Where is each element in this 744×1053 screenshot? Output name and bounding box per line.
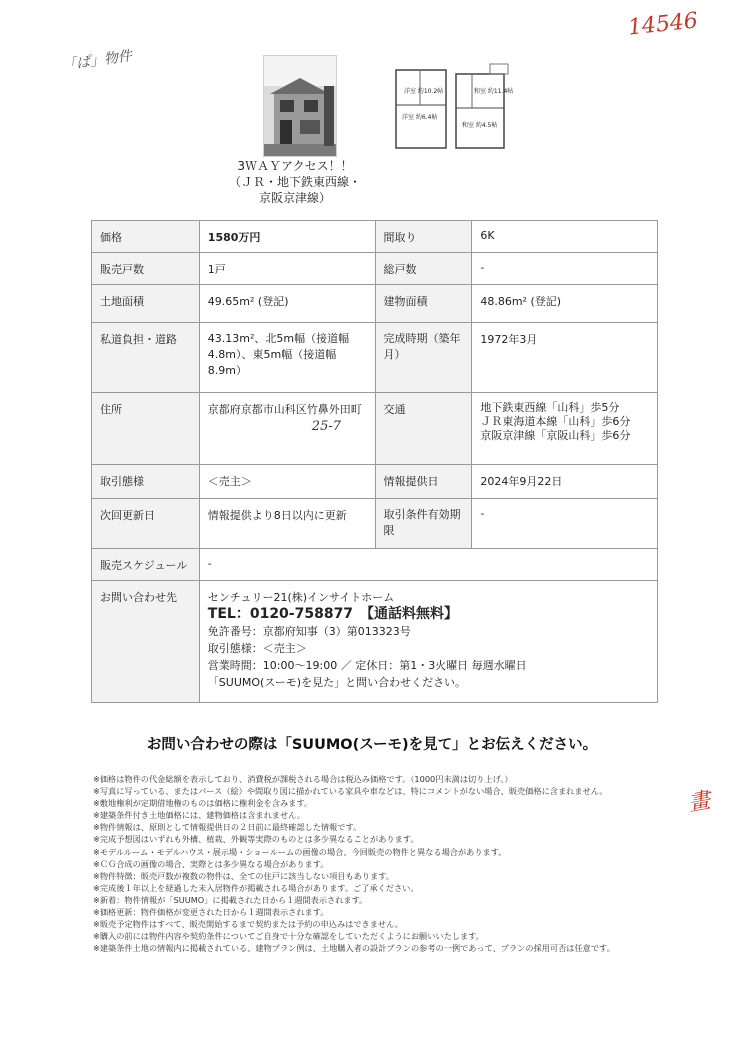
value-contact	[199, 581, 657, 703]
contact-transaction-mode: 取引態様：＜売主＞	[207, 642, 307, 655]
label-layout: 間取り	[375, 221, 472, 253]
floor-plan-icon	[390, 60, 515, 152]
note-item: ※建築条件土地の情報内に掲載されている、建物プラン例は、土地購入者の設計プランの参考の一例であって、プランの採用可否は任意です。	[93, 943, 615, 954]
label-condition-expiry: 取引条件有効期限	[375, 499, 472, 549]
value-transport	[472, 393, 658, 465]
note-item: ※新着：物件情報が「SUUMO」に掲載された日から１週間表示されます。	[93, 894, 368, 905]
label-total-units: 総戸数	[375, 253, 472, 285]
table-row	[92, 221, 658, 253]
house-photo-icon	[264, 56, 336, 156]
label-units-for-sale: 販売戸数	[92, 253, 200, 285]
handwritten-note: 「ぱ」物件	[61, 48, 133, 74]
value-condition-expiry: -	[472, 499, 658, 549]
value-units-for-sale: 1戸	[199, 253, 375, 285]
floor-plan-label: 和室 約4.5帖	[462, 122, 498, 129]
contact-company: センチュリー21(株)インサイトホーム	[207, 591, 395, 604]
table-row	[92, 253, 658, 285]
table-row	[92, 581, 658, 703]
table-row	[92, 499, 658, 549]
table-row	[92, 393, 658, 465]
note-item: ※写真に写っている、またはパース（絵）や間取り図に描かれている家具や車などは、特にコメントがない場合、販売価格に含まれません。	[93, 786, 608, 797]
note-item: ※モデルルーム・モデルハウス・展示場・ショールームの画像の場合、今回販売の物件と異なる場合があります。	[93, 846, 507, 857]
table-row	[92, 549, 658, 581]
photo-caption	[215, 158, 375, 206]
label-contact: お問い合わせ先	[92, 581, 200, 703]
caption-line: 京阪京津線）	[258, 191, 331, 205]
value-next-update: 情報提供より8日以内に更新	[199, 499, 375, 549]
disclaimer-notes	[93, 773, 665, 954]
address-text: 京都府京都市山科区竹鼻外田町	[207, 403, 362, 416]
note-item: ※完成予想図はいずれも外構、植栽、外観等実際のものとは多少異なることがあります。	[93, 834, 419, 845]
floor-plan-label: 洋室 約10.2帖	[404, 88, 444, 95]
transport-line: ＪＲ東海道本線「山科」歩6分	[480, 415, 631, 428]
value-total-units: -	[472, 253, 658, 285]
table-row	[92, 465, 658, 499]
label-address: 住所	[92, 393, 200, 465]
caption-line: 3ＷＡＹアクセス！！	[237, 159, 353, 173]
note-item: ※価格更新：物件価格が変更された日から１週間表示されます。	[93, 907, 329, 918]
label-next-update: 次回更新日	[92, 499, 200, 549]
inquiry-banner: お問い合わせの際は「SUUMO(スーモ)を見て」とお伝えください。	[146, 737, 598, 753]
label-transport: 交通	[375, 393, 472, 465]
value-transaction-type: ＜売主＞	[199, 465, 375, 499]
contact-tel[interactable]: TEL：0120-758877 【通話料無料】	[207, 606, 459, 622]
label-completion-date: 完成時期（築年月）	[375, 323, 472, 393]
transport-line: 地下鉄東西線「山科」歩5分	[480, 401, 620, 414]
note-item: ※価格は物件の代金総額を表示しており、消費税が課税される場合は税込み価格です。（1000円未満は切り上げ。）	[93, 774, 513, 784]
floor-plan[interactable]	[390, 60, 515, 152]
caption-line: （ＪＲ・地下鉄東西線・	[228, 175, 361, 189]
label-price: 価格	[92, 221, 200, 253]
transport-line: 京阪京津線「京阪山科」歩6分	[480, 429, 631, 442]
value-address	[199, 393, 375, 465]
floor-plan-label: 和室 約11.4帖	[474, 88, 514, 95]
property-info-table	[91, 220, 658, 703]
note-item: ※完成後１年以上を経過した未入居物件が掲載される場合があります。ご了承ください。	[93, 882, 419, 893]
label-sales-schedule: 販売スケジュール	[92, 549, 200, 581]
handwritten-mark: 畫	[686, 788, 713, 817]
note-item: ※敷地権利が定期借地権のものは価格に権利金を含みます。	[93, 798, 313, 809]
contact-hours: 営業時間：10:00～19:00 ／ 定休日：第1・3火曜日 毎週水曜日	[207, 659, 527, 672]
note-item: ※販売予定物件はすべて、販売開始するまで契約または予約の申込みはできません。	[93, 919, 403, 930]
table-row	[92, 285, 658, 323]
value-layout: 6K	[472, 221, 658, 253]
note-item: ※物件情報は、原則として情報提供日の２日前に最終確認した情報です。	[93, 822, 362, 833]
note-item: ※購入の前には物件内容や契約条件についてご自身で十分な確認をしていただくようにお願いいたします。	[93, 931, 484, 942]
property-photo[interactable]	[263, 55, 337, 157]
label-transaction-type: 取引態様	[92, 465, 200, 499]
value-price: 1580万円	[199, 221, 375, 253]
note-item: ※建築条件付き土地価格には、建物価格は含まれません。	[93, 810, 306, 821]
label-private-road: 私道負担・道路	[92, 323, 200, 393]
note-item: ※物件特徴：販売戸数が複数の物件は、全ての住戸に該当しない項目もあります。	[93, 870, 394, 881]
label-building-area: 建物面積	[375, 285, 472, 323]
label-info-date: 情報提供日	[375, 465, 472, 499]
handwritten-address-number: 25-7	[311, 419, 342, 434]
value-completion-date: 1972年3月	[472, 323, 658, 393]
handwritten-number: 14546	[626, 8, 700, 41]
value-private-road: 43.13m²、北5m幅（接道幅4.8m）、東5m幅（接道幅8.9m）	[199, 323, 375, 393]
value-sales-schedule: -	[199, 549, 657, 581]
label-land-area: 土地面積	[92, 285, 200, 323]
contact-prompt: 「SUUMO(スーモ)を見た」と問い合わせください。	[207, 676, 467, 689]
value-land-area: 49.65m² (登記)	[199, 285, 375, 323]
table-row	[92, 323, 658, 393]
contact-license: 免許番号：京都府知事（3）第013323号	[207, 625, 411, 638]
value-building-area: 48.86m² (登記)	[472, 285, 658, 323]
note-item: ※ＣＧ合成の画像の場合、実際とは多少異なる場合があります。	[93, 858, 329, 869]
value-info-date: 2024年9月22日	[472, 465, 658, 499]
floor-plan-label: 洋室 約6.4帖	[402, 114, 438, 121]
